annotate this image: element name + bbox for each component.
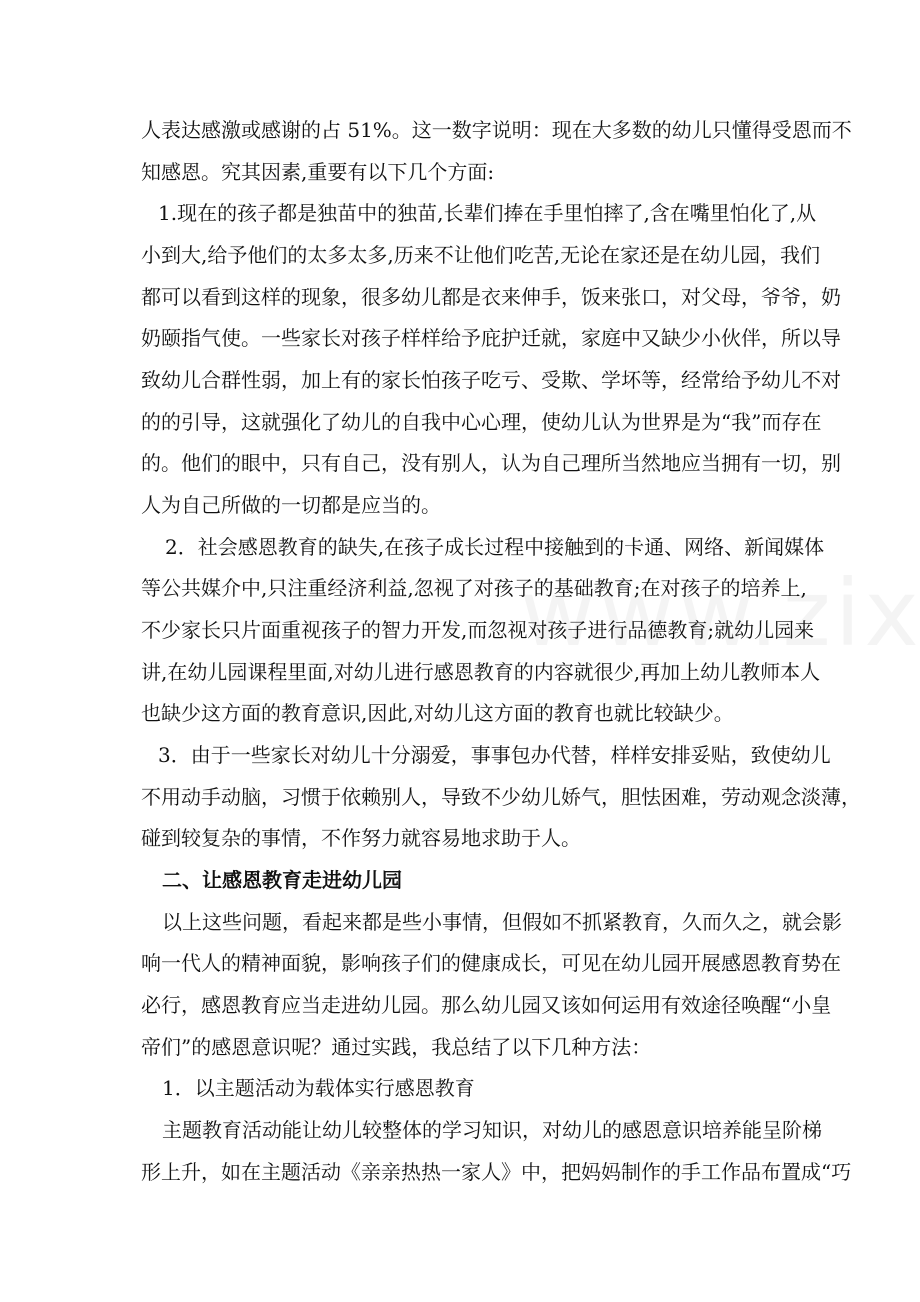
text-line: 的的引导，这就强化了幼儿的自我中心心理，使幼儿认为世界是为“我”而存在: [141, 410, 822, 434]
text-line: 人为自己所做的一切都是应当的。: [141, 493, 441, 517]
text-line: 帝们”的感恩意识呢？通过实践，我总结了以下几种方法：: [141, 1035, 652, 1059]
subsection-heading: 1．以主题活动为载体实行感恩教育: [162, 1076, 475, 1100]
text-line: 不少家长只片面重视孩子的智力开发,而忽视对孩子进行品德教育;就幼儿园来: [141, 618, 815, 642]
text-line: 1.现在的孩子都是独苗中的独苗,长辈们捧在手里怕摔了,含在嘴里怕化了,从: [158, 201, 817, 225]
text-line: 响一代人的精神面貌，影响孩子们的健康成长，可见在幼儿园开展感恩教育势在: [141, 951, 841, 975]
text-line: 奶颐指气使。一些家长对孩子样样给予庇护迁就，家庭中又缺少小伙伴，所以导: [141, 326, 841, 350]
text-line: 也缺少这方面的教育意识,因此,对幼儿这方面的教育也就比较缺少。: [141, 701, 734, 725]
text-line: 致幼儿合群性弱，加上有的家长怕孩子吃亏、受欺、学坏等，经常给予幼儿不对: [141, 368, 841, 392]
text-line: 讲,在幼儿园课程里面,对幼儿进行感恩教育的内容就很少,再加上幼儿教师本人: [141, 660, 821, 684]
text-line: 必行，感恩教育应当走进幼儿园。那么幼儿园又该如何运用有效途径唤醒“小皇: [141, 993, 832, 1017]
text-line: 等公共媒介中,只注重经济利益,忽视了对孩子的基础教育;在对孩子的培养上,: [141, 576, 807, 600]
text-line: 主题教育活动能让幼儿较整体的学习知识，对幼儿的感恩意识培养能呈阶梯: [162, 1118, 822, 1142]
text-line: 2．社会感恩教育的缺失,在孩子成长过程中接触到的卡通、网络、新闻媒体: [165, 535, 825, 559]
section-heading: 二、让感恩教育走进幼儿园: [162, 868, 402, 892]
text-line: 形上升，如在主题活动《亲亲热热一家人》中，把妈妈制作的手工作品布置成“巧: [141, 1160, 852, 1184]
text-line: 人表达感激或感谢的占 51%。这一数字说明：现在大多数的幼儿只懂得受恩而不: [141, 118, 852, 142]
text-line: 的。他们的眼中，只有自己，没有别人，认为自己理所当然地应当拥有一切，别: [141, 451, 841, 475]
text-line: 碰到较复杂的事情，不作努力就容易地求助于人。: [141, 826, 581, 850]
text-line: 3．由于一些家长对幼儿十分溺爱，事事包办代替，样样安排妥贴，致使幼儿: [158, 743, 831, 767]
text-line: 知感恩。究其因素,重要有以下几个方面:: [141, 160, 495, 184]
text-line: 以上这些问题，看起来都是些小事情，但假如不抓紧教育，久而久之，就会影: [162, 910, 842, 934]
text-line: 小到大,给予他们的太多太多,历来不让他们吃苦,无论在家还是在幼儿园，我们: [141, 243, 821, 267]
text-line: 不用动手动脑，习惯于依赖别人，导致不少幼儿娇气，胆怯困难，劳动观念淡薄，: [141, 785, 861, 809]
text-line: 都可以看到这样的现象，很多幼儿都是衣来伸手，饭来张口，对父母，爷爷，奶: [141, 285, 841, 309]
